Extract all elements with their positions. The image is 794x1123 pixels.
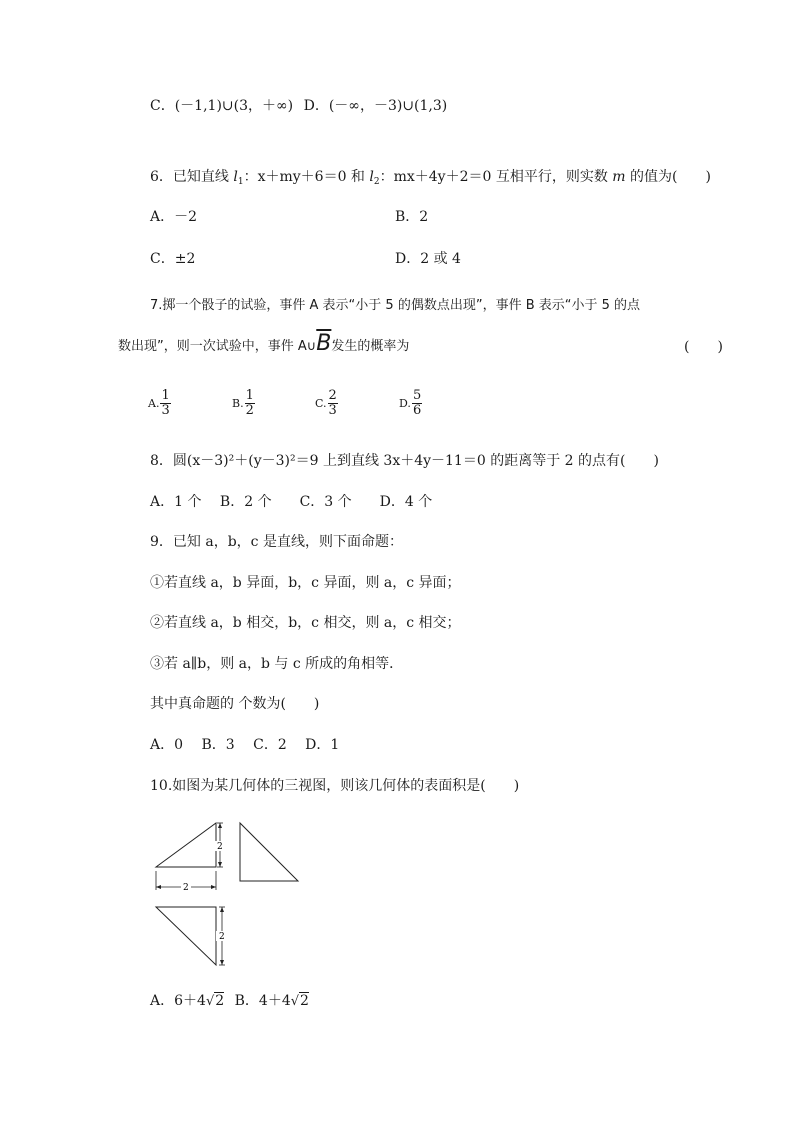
q5-option-d-label: D．	[303, 98, 329, 114]
q7-option-d-fraction	[412, 389, 422, 418]
q7-option-a-num: 1	[161, 388, 170, 403]
q9-question: 其中真命题的 个数为( )	[150, 696, 320, 712]
q7-option-b-label: B.	[232, 397, 244, 410]
q6-option-a-label: A．	[150, 209, 175, 225]
front-width-dimension	[156, 871, 216, 893]
top-height-dimension	[216, 907, 228, 965]
q6-l2: l	[369, 169, 374, 185]
q6-option-b-label: B．	[395, 209, 420, 225]
q7-option-b-den: 2	[245, 403, 254, 418]
q10-option-b-radicand: 2	[300, 993, 309, 1009]
q6-option-b-text: 2	[419, 209, 429, 225]
q7-option-c-label: C.	[315, 397, 327, 410]
q7-answer-paren: ( )	[684, 339, 723, 355]
q9-stem: 9．已知 a，b，c 是直线，则下面命题：	[150, 534, 403, 550]
q8-stem: 8．圆(x－3)²＋(y－3)²＝9 上到直线 3x＋4y－11＝0 的距离等于 2 的点有( )	[150, 453, 659, 469]
q6-stem	[150, 168, 711, 191]
q7-line1: 7.掷一个骰子的试验，事件 A 表示“小于 5 的偶数点出现”，事件 B 表示“小于 5 的点	[150, 298, 641, 313]
q7-line2-prefix: 数出现”，则一次试验中，事件 A∪	[118, 339, 317, 354]
q7-option-d-label: D.	[399, 397, 411, 410]
q7-option-d-num: 5	[412, 388, 422, 403]
q6-option-b	[395, 208, 428, 226]
q7-line2	[118, 332, 409, 359]
q8-options: A．1 个 B．2 个 C．3 个 D．4 个	[150, 494, 433, 510]
front-view-triangle	[156, 823, 216, 867]
q6-option-c	[150, 250, 195, 268]
q7-option-c-num: 2	[328, 388, 337, 403]
q7-line2-suffix: 发生的概率为	[331, 339, 410, 354]
q9-proposition-2: ②若直线 a，b 相交，b，c 相交，则 a，c 相交；	[150, 615, 461, 631]
q6-l1: l	[233, 169, 238, 185]
q6-option-a-text: －2	[174, 209, 198, 225]
q5-option-c-text: (－1,1)∪(3，＋∞)	[174, 98, 294, 114]
q9-proposition-1: ①若直线 a，b 异面，b，c 异面，则 a，c 异面；	[150, 575, 461, 591]
q10-option-b-label: B．	[234, 993, 259, 1009]
top-view-triangle	[156, 907, 216, 965]
front-width-label: 2	[183, 883, 189, 893]
q7-option-a-fraction	[160, 389, 170, 418]
q6-option-d-text: 2 或 4	[420, 251, 461, 267]
q9-options: A．0 B．3 C．2 D．1	[150, 737, 340, 753]
q7-option-c	[315, 389, 338, 418]
q10-stem: 10.如图为某几何体的三视图，则该几何体的表面积是( )	[150, 778, 520, 794]
q7-option-d	[399, 389, 422, 418]
q7-option-c-fraction	[328, 389, 338, 418]
q6-eq1: ：x＋my＋6＝0 和	[243, 169, 370, 185]
q9-proposition-3: ③若 a∥b，则 a，b 与 c 所成的角相等．	[150, 656, 404, 672]
q10-option-a-pre: 6＋4	[174, 993, 206, 1009]
q6-option-d	[395, 250, 461, 268]
q7-option-b-fraction	[245, 389, 255, 418]
q6-option-a	[150, 208, 197, 226]
q6-prefix: 6．已知直线	[150, 169, 234, 185]
q7-option-a	[148, 389, 171, 418]
q7-option-b	[232, 389, 255, 418]
q6-option-c-label: C．	[150, 251, 175, 267]
q6-option-d-label: D．	[395, 251, 421, 267]
q10-option-b-pre: 4＋4	[258, 993, 291, 1009]
q5-options-cd	[150, 97, 447, 115]
three-view-diagram	[150, 815, 310, 975]
q6-option-c-text: ±2	[174, 251, 196, 267]
q6-eq2: ：mx＋4y＋2＝0 互相平行，则实数	[379, 169, 613, 185]
q10-options: A．6＋4√2 B．4＋4√2	[150, 993, 309, 1009]
q7-option-a-den: 3	[161, 403, 170, 418]
front-height-label: 2	[217, 842, 223, 852]
q10-option-a-label: A．	[150, 993, 175, 1009]
q6-var: m	[612, 169, 626, 185]
q7-option-d-den: 6	[412, 403, 422, 418]
q6-l1-sub: 1	[237, 177, 244, 187]
q7-option-c-den: 3	[328, 403, 337, 418]
q7-option-a-label: A.	[148, 397, 160, 410]
q7-option-b-num: 1	[245, 388, 254, 403]
q6-suffix: 的值为( )	[625, 169, 711, 185]
q7-complement-b: $\overline{B}$	[316, 331, 332, 356]
top-height-label: 2	[219, 932, 225, 942]
side-view-triangle	[240, 823, 298, 881]
q10-option-a-radicand: 2	[215, 993, 225, 1009]
q5-option-d-text: (－∞，－3)∪(1,3)	[328, 98, 448, 114]
q6-l2-sub: 2	[373, 177, 380, 187]
q5-option-c-label: C．	[150, 98, 175, 114]
